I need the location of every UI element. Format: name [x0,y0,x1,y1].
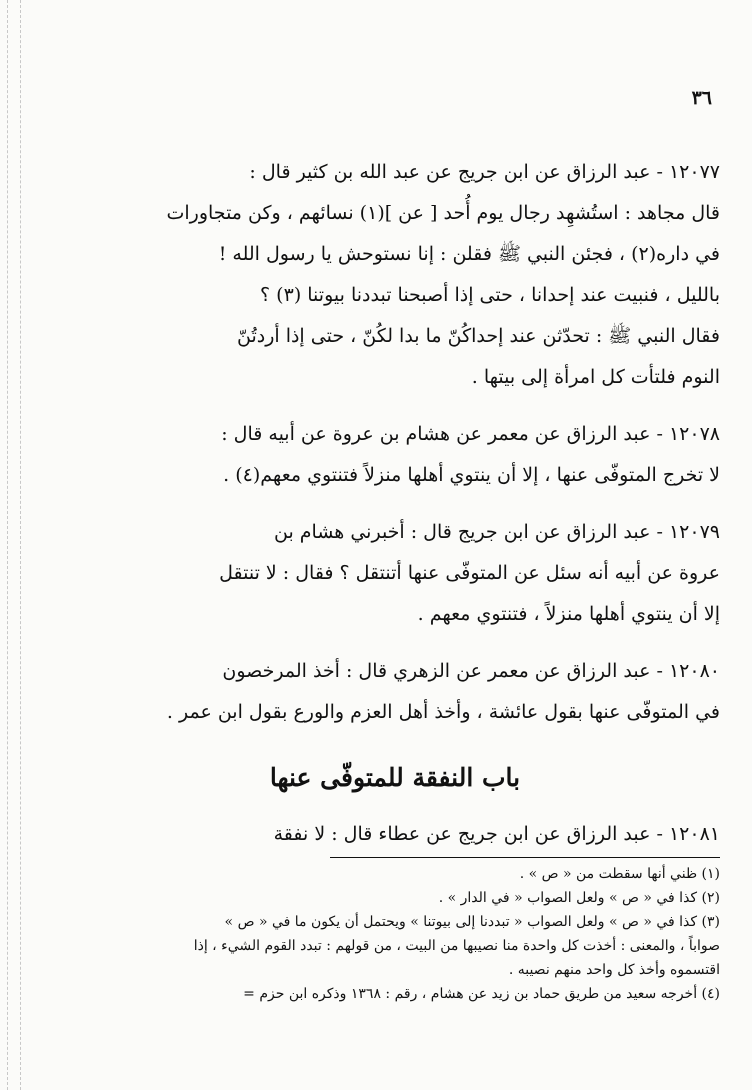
text-line: ١٢٠٧٧ - عبد الرزاق عن ابن جريج عن عبد الله بن كثير قال : [249,161,720,183]
margin-line-left [7,0,8,1090]
hadith-12079 [70,512,720,635]
hadith-12081-line: ١٢٠٨١ - عبد الرزاق عن ابن جريج عن عطاء قال : لا نفقة [273,823,720,845]
text-line: ١٢٠٧٩ - عبد الرزاق عن ابن جريج قال : أخبرني هشام بن [273,521,720,543]
text-line: في المتوفّى عنها بقول عائشة ، وأخذ أهل العزم والورع بقول ابن عمر . [166,701,720,723]
hadith-12080 [70,651,720,733]
footnote-3-cont: صواباً ، والمعنى : أخذت كل واحدة منا نصيبها من البيت ، من قولهم : تبدد القوم الشيء ، إذا [193,938,720,954]
footnote-1: (١) ظني أنها سقطت من « ص » . [519,866,720,882]
margin-line-left-inner [20,0,21,1090]
hadith-12078 [70,414,720,496]
text-line: ١٢٠٧٨ - عبد الرزاق عن معمر عن هشام بن عروة عن أبيه قال : [221,423,720,445]
text-line: لا تخرج المتوفّى عنها ، إلا أن ينتوي أهلها منزلاً فتنتوي معهم(٤) . [223,464,720,486]
footnote-3: (٣) كذا في « ص » ولعل الصواب « تبددنا إلى بيوتنا » ويحتمل أن يكون ما في « ص » [224,914,720,930]
text-line: عروة عن أبيه أنه سئل عن المتوفّى عنها أتنتقل ؟ فقال : لا تنتقل [219,562,720,584]
page-body [70,80,720,1006]
footnote-4: (٤) أخرجه سعيد من طريق حماد بن زيد عن هشام ، رقم : ١٣٦٨ وذكره ابن حزم = [243,986,720,1002]
footnotes [70,862,720,1006]
text-line: بالليل ، فنبيت عند إحدانا ، حتى إذا أصبحنا تبددنا بيوتنا (٣) ؟ [260,284,720,306]
text-line: في داره(٢) ، فجئن النبي ﷺ فقلن : إنا نستوحش يا رسول الله ! [218,243,720,265]
footnote-2: (٢) كذا في « ص » ولعل الصواب « في الدار » . [438,890,720,906]
text-line: ١٢٠٨٠ - عبد الرزاق عن معمر عن الزهري قال : أخذ المرخصون [222,660,720,682]
footnote-3-cont: اقتسموه وأخذ كل واحد منهم نصيبه . [508,962,720,978]
chapter-heading: باب النفقة للمتوفّى عنها [269,763,521,792]
text-line: فقال النبي ﷺ : تحدّثن عند إحداكُنّ ما بدا لكُنّ ، حتى إذا أردتُنّ [236,325,720,347]
text-line: قال مجاهد : استُشهِد رجال يوم أُحد [ عن ](١) نسائهم ، وكن متجاورات [166,202,720,224]
hadith-12077 [70,152,720,398]
text-line: إلا أن ينتوي أهلها منزلاً ، فتنتوي معهم . [417,603,720,625]
footnote-divider [330,857,720,858]
text-line: النوم فلتأت كل امرأة إلى بيتها . [471,366,720,388]
page-number: ٣٦ [691,87,712,109]
